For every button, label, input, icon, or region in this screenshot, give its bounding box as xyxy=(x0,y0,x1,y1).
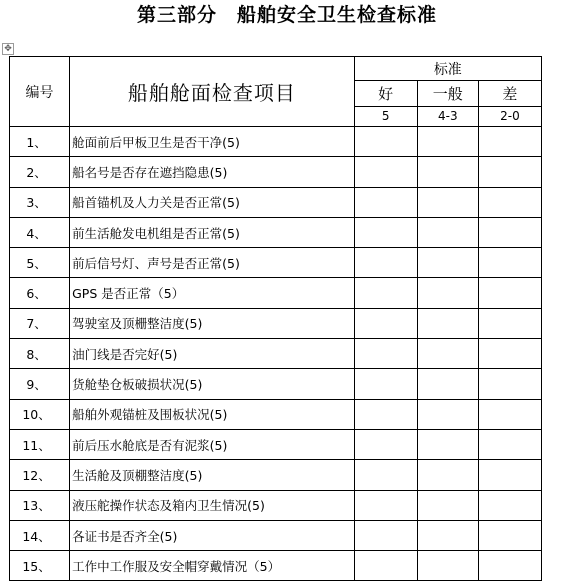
score-poor-cell[interactable] xyxy=(478,248,541,278)
score-poor: 2-0 xyxy=(478,106,541,126)
row-inspection-item: 工作中工作服及安全帽穿戴情况（5） xyxy=(70,551,355,581)
row-inspection-item: 前后压水舱底是否有泥浆(5) xyxy=(70,429,355,459)
table-row xyxy=(10,551,542,581)
row-number: 2、 xyxy=(10,157,70,187)
score-good-cell[interactable] xyxy=(354,520,417,550)
score-good-cell[interactable] xyxy=(354,460,417,490)
table-row xyxy=(10,127,542,157)
score-average-cell[interactable] xyxy=(417,217,478,247)
row-inspection-item: 生活舱及顶棚整洁度(5) xyxy=(70,460,355,490)
score-poor-cell[interactable] xyxy=(478,369,541,399)
score-poor-cell[interactable] xyxy=(478,429,541,459)
header-standard: 标准 xyxy=(354,57,541,81)
table-row xyxy=(10,339,542,369)
score-poor-cell[interactable] xyxy=(478,551,541,581)
score-good-cell[interactable] xyxy=(354,490,417,520)
score-good-cell[interactable] xyxy=(354,308,417,338)
row-inspection-item: 驾驶室及顶栅整洁度(5) xyxy=(70,308,355,338)
score-good-cell[interactable] xyxy=(354,248,417,278)
score-good-cell[interactable] xyxy=(354,399,417,429)
row-inspection-item: 油门线是否完好(5) xyxy=(70,339,355,369)
score-average-cell[interactable] xyxy=(417,551,478,581)
score-poor-cell[interactable] xyxy=(478,278,541,308)
table-row xyxy=(10,187,542,217)
table-row xyxy=(10,248,542,278)
score-average-cell[interactable] xyxy=(417,490,478,520)
score-good-cell[interactable] xyxy=(354,278,417,308)
score-average-cell[interactable] xyxy=(417,520,478,550)
row-number: 4、 xyxy=(10,217,70,247)
score-average-cell[interactable] xyxy=(417,187,478,217)
grade-average: 一般 xyxy=(417,81,478,106)
row-inspection-item: 船名号是否存在遮挡隐患(5) xyxy=(70,157,355,187)
score-average-cell[interactable] xyxy=(417,157,478,187)
row-number: 11、 xyxy=(10,429,70,459)
row-inspection-item: GPS 是否正常（5） xyxy=(70,278,355,308)
score-average-cell[interactable] xyxy=(417,339,478,369)
score-poor-cell[interactable] xyxy=(478,127,541,157)
table-row xyxy=(10,157,542,187)
table-row xyxy=(10,278,542,308)
score-poor-cell[interactable] xyxy=(478,217,541,247)
row-number: 8、 xyxy=(10,339,70,369)
score-average-cell[interactable] xyxy=(417,429,478,459)
score-average-cell[interactable] xyxy=(417,399,478,429)
row-number: 10、 xyxy=(10,399,70,429)
row-number: 14、 xyxy=(10,520,70,550)
row-number: 13、 xyxy=(10,490,70,520)
score-average: 4-3 xyxy=(417,106,478,126)
table-row xyxy=(10,490,542,520)
header-number: 编号 xyxy=(10,57,70,127)
score-average-cell[interactable] xyxy=(417,369,478,399)
row-number: 9、 xyxy=(10,369,70,399)
score-good-cell[interactable] xyxy=(354,369,417,399)
row-number: 5、 xyxy=(10,248,70,278)
table-row xyxy=(10,460,542,490)
inspection-table xyxy=(9,56,542,581)
grade-poor: 差 xyxy=(478,81,541,106)
score-average-cell[interactable] xyxy=(417,308,478,338)
score-good-cell[interactable] xyxy=(354,187,417,217)
row-number: 1、 xyxy=(10,127,70,157)
score-good: 5 xyxy=(354,106,417,126)
score-good-cell[interactable] xyxy=(354,551,417,581)
score-good-cell[interactable] xyxy=(354,217,417,247)
row-inspection-item: 舱面前后甲板卫生是否干净(5) xyxy=(70,127,355,157)
row-inspection-item: 船首锚机及人力关是否正常(5) xyxy=(70,187,355,217)
header-item: 船舶舱面检查项目 xyxy=(70,57,355,127)
score-poor-cell[interactable] xyxy=(478,157,541,187)
score-poor-cell[interactable] xyxy=(478,520,541,550)
score-good-cell[interactable] xyxy=(354,157,417,187)
row-inspection-item: 前生活舱发电机组是否正常(5) xyxy=(70,217,355,247)
score-average-cell[interactable] xyxy=(417,248,478,278)
row-inspection-item: 货舱垫仓板破损状况(5) xyxy=(70,369,355,399)
row-number: 12、 xyxy=(10,460,70,490)
table-move-handle-icon[interactable]: ✥ xyxy=(2,43,14,55)
table-row xyxy=(10,399,542,429)
row-number: 7、 xyxy=(10,308,70,338)
table-row xyxy=(10,369,542,399)
score-poor-cell[interactable] xyxy=(478,490,541,520)
row-inspection-item: 船舶外观锚桩及围板状况(5) xyxy=(70,399,355,429)
score-good-cell[interactable] xyxy=(354,127,417,157)
score-poor-cell[interactable] xyxy=(478,187,541,217)
score-average-cell[interactable] xyxy=(417,127,478,157)
row-number: 15、 xyxy=(10,551,70,581)
score-average-cell[interactable] xyxy=(417,278,478,308)
row-inspection-item: 液压舵操作状态及箱内卫生情况(5) xyxy=(70,490,355,520)
table-row xyxy=(10,429,542,459)
score-poor-cell[interactable] xyxy=(478,399,541,429)
row-inspection-item: 前后信号灯、声号是否正常(5) xyxy=(70,248,355,278)
row-inspection-item: 各证书是否齐全(5) xyxy=(70,520,355,550)
page-title: 第三部分 船舶安全卫生检查标准 xyxy=(136,4,437,26)
score-good-cell[interactable] xyxy=(354,429,417,459)
table-row xyxy=(10,308,542,338)
row-number: 6、 xyxy=(10,278,70,308)
score-poor-cell[interactable] xyxy=(478,460,541,490)
table-row xyxy=(10,217,542,247)
score-good-cell[interactable] xyxy=(354,339,417,369)
score-average-cell[interactable] xyxy=(417,460,478,490)
table-row xyxy=(10,520,542,550)
score-poor-cell[interactable] xyxy=(478,339,541,369)
table-body xyxy=(10,127,542,581)
grade-good: 好 xyxy=(354,81,417,106)
score-poor-cell[interactable] xyxy=(478,308,541,338)
row-number: 3、 xyxy=(10,187,70,217)
